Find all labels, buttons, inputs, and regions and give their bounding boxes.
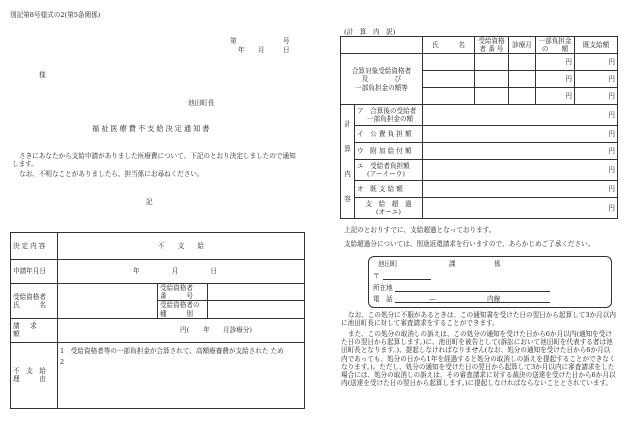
recipient-type-value [208, 301, 305, 318]
calc-row-excess: 支 給 超 過 (オーエ) [355, 198, 423, 219]
contact-town: 池田町 [378, 260, 398, 268]
decision-table [10, 232, 305, 409]
issue-month: 月 [258, 46, 265, 54]
recipient-number-value [208, 284, 305, 301]
recipient-type-label: 受給資格者の 種 別 [158, 301, 208, 318]
ki-heading: 記 [146, 198, 153, 206]
claim-label: 請 求 額 [11, 318, 58, 342]
calc-row-e: エ 受給者負担額 (アーイーウ) [355, 160, 423, 181]
recipient-name-value [58, 284, 158, 319]
body-paragraph-2: なお、不明なことがありましたら、担当係にお尋ねください。 [19, 170, 204, 178]
sender: 池田町長 [188, 99, 215, 107]
claim-value: 円( 年 月診療分) [58, 318, 305, 342]
breakdown-table: 氏 名 受給資格 者 番 号 診療月 一部負担金 の 額 既支給額 合算対象受給資格者 及 び 一部負担金の額等 円 円 円 円 円 円 計 算 内 容 ア 合算後の受給者 一部負担金の額 円 イ 公 費 負 担 額 円 ウ 附 加 給 付 額 円 エ 受給者負担額 (アーイーウ) 円 オ 既 支 給 額 円 支 給 超 過 (オーエ) 円 [340, 36, 618, 219]
calc-row-u: ウ 附 加 給 付 額 [355, 143, 423, 160]
contact-phone-dash: ― [429, 295, 436, 303]
reason-1: 1 受給資格者等の一部負担金が合算されて、高額療養費が支給された ため [60, 346, 284, 355]
decision-value: 不 支 給 [58, 233, 305, 260]
calc-row-a: ア 合算後の受給者 一部負担金の額 [355, 105, 423, 126]
reason-value [58, 342, 305, 408]
calc-side-label: 計 算 内 容 [341, 105, 355, 219]
document-title: 福祉医療費不支給決定通知書 [92, 124, 212, 133]
contact-extension: 内線 [487, 295, 501, 303]
contact-staff: 係 [494, 260, 501, 268]
contact-address: 所在地 [373, 284, 393, 292]
form-id: 別記第8号様式の2(第5条関係) [10, 11, 101, 19]
number-prefix: 第 [230, 37, 237, 45]
issue-year: 年 [238, 46, 245, 54]
contact-phone: 電 話 [373, 295, 393, 303]
addressee: 様 [39, 71, 46, 79]
col-name: 氏 名 [423, 37, 475, 54]
contact-section: 課 [449, 260, 456, 268]
col-copay: 一部負担金 の 額 [536, 37, 575, 54]
application-date-label: 申請年月日 [11, 260, 58, 284]
reason-2: 2 [60, 358, 65, 367]
calc-row-i: イ 公 費 負 担 額 [355, 126, 423, 143]
col-paid: 既支給額 [575, 37, 618, 54]
body-paragraph-1: さきにあなたから支給申請がありました医療費について、下記のとおり決定しましたので通知します。 [12, 152, 296, 169]
notice-paragraph-2: また、この処分の取消しの訴えは、この処分の通知を受けた日から6か月以内(通知を受けた日の翌日から起算します。)に、池田町を被告として(訴訟において池田町を代表する者は池田町長となります。)、提起しなければなりません(なお、処分の通知を受けた日から6か月以内であっても、処分の日から1年を経過すると処分の取消しの訴えを提起することができなくなります。)。ただし、処分の通知を受けた日の翌日から起算して3か月以内に審査請求をした場合には、処分の取消しの訴えは、その審査請求に対する裁決の送達を受けた日から6か月以内(送達を受けた日の翌日から起算します。)に提起しなければならないこととされています。 [341, 330, 616, 388]
recipient-name-label: 受給資格者 氏 名 [11, 284, 58, 319]
row-group-label: 合算対象受給資格者 及 び 一部負担金の額等 [341, 54, 423, 105]
recipient-number-label: 受給資格者 番 号 [158, 284, 208, 301]
result-text: 上記のとおりすでに、支給超過となっております。 [344, 226, 496, 234]
breakdown-title: (計 算 内 訳) [344, 28, 396, 36]
notice-paragraph-1: なお、この処分に不服があるときは、この通知書を受けた日の翌日から起算して3か月以内に池田町長に対して審査請求をすることができます。 [341, 311, 616, 328]
decision-label: 決定内容 [11, 233, 58, 260]
reason-label: 不 支 給 理 由 [11, 342, 58, 408]
application-date-value: 年 月 日 [58, 260, 305, 284]
number-suffix: 号 [283, 37, 290, 45]
refund-text: 支給超過分については、別途返還請求を行いますので、あらかじめご了承ください。 [344, 240, 595, 248]
issue-day: 日 [283, 46, 290, 54]
calc-row-o: オ 既 支 給 額 [355, 181, 423, 198]
col-number: 受給資格 者 番 号 [475, 37, 509, 54]
contact-box [368, 256, 612, 308]
col-month: 診療月 [509, 37, 536, 54]
contact-postal: 〒 [373, 272, 380, 280]
